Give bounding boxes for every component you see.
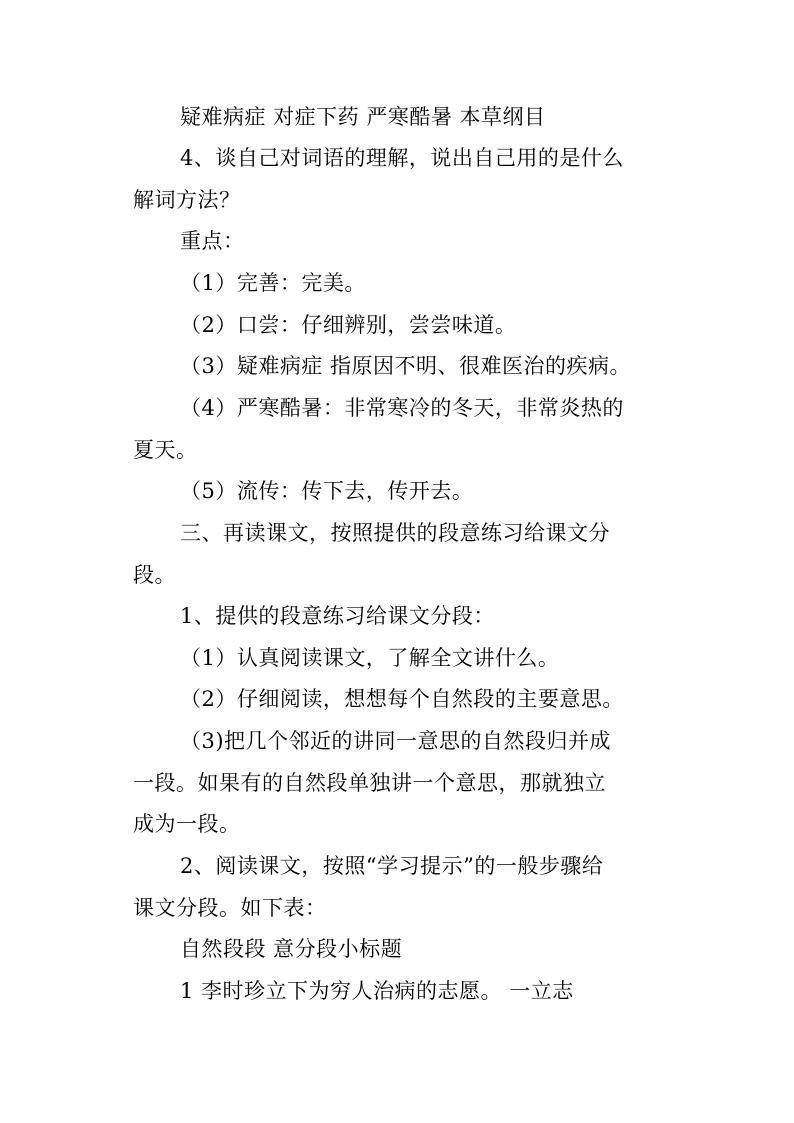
text-line-18: 成为一段。 bbox=[133, 812, 241, 836]
text-line-15: （2）仔细阅读，想想每个自然段的主要意思。 bbox=[180, 687, 624, 711]
text-line-11: 三、再读课文，按照提供的段意练习给课文分 bbox=[180, 521, 610, 545]
text-line-17: 一段。如果有的自然段单独讲一个意思，那就独立 bbox=[133, 771, 606, 795]
text-line-9: 夏天。 bbox=[133, 438, 198, 462]
text-line-12: 段。 bbox=[133, 563, 176, 587]
text-line-5: （1）完善：完美。 bbox=[180, 271, 366, 295]
text-line-10: （5）流传：传下去，传开去。 bbox=[180, 479, 474, 503]
text-line-2: 4、谈自己对词语的理解，说出自己用的是什么 bbox=[180, 146, 624, 170]
text-line-20: 课文分段。如下表： bbox=[133, 896, 327, 920]
text-line-1: 疑难病症 对症下药 严寒酷暑 本草纲目 bbox=[180, 105, 546, 129]
text-line-6: （2）口尝：仔细辨别，尝尝味道。 bbox=[180, 313, 517, 337]
text-line-8: （4）严寒酷暑：非常寒冷的冬天，非常炎热的 bbox=[180, 396, 624, 420]
text-line-4: 重点： bbox=[180, 229, 245, 253]
text-line-19: 2、阅读课文，按照“学习提示”的一般步骤给 bbox=[180, 854, 604, 878]
text-line-21: 自然段段 意分段小标题 bbox=[180, 937, 403, 961]
text-line-3: 解词方法？ bbox=[133, 188, 241, 212]
text-line-16: （3)把几个邻近的讲同一意思的自然段归并成 bbox=[180, 729, 612, 753]
text-line-14: （1）认真阅读课文，了解全文讲什么。 bbox=[180, 646, 560, 670]
text-line-7: （3）疑难病症 指原因不明、很难医治的疾病。 bbox=[180, 354, 632, 378]
text-line-22: 1 李时珍立下为穷人治病的志愿。 一立志 bbox=[180, 979, 574, 1003]
text-line-13: 1、提供的段意练习给课文分段： bbox=[180, 604, 495, 628]
